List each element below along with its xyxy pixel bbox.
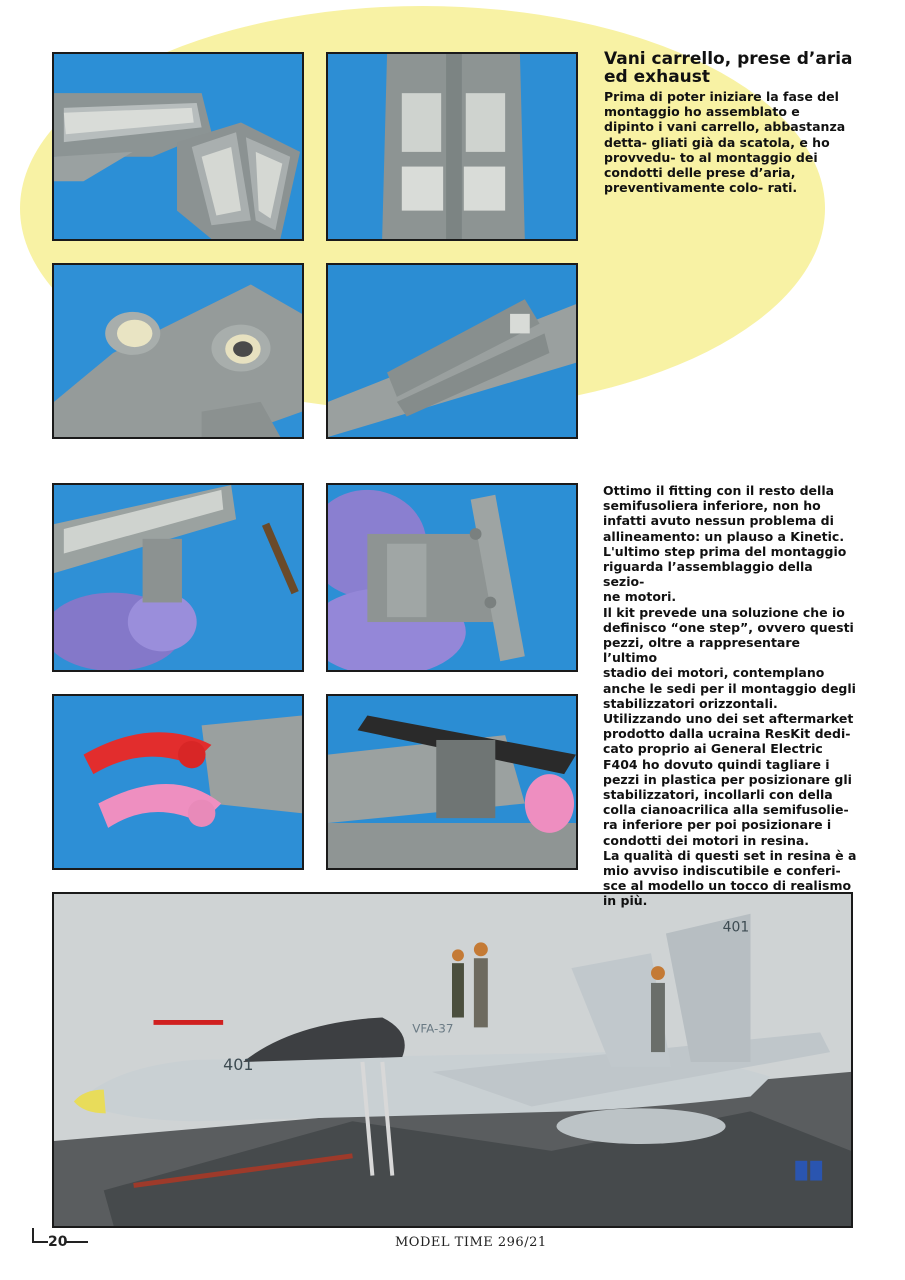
paragraph-intro: Prima di poter iniziare la fase del montaggio ho assemblato e dipinto i vani carrello, abbastanza detta- gliati già da scatola, e ho provvedu- to al montaggio dei condotti delle prese d’aria, preventivamente colo- rati. xyxy=(604,89,846,196)
section-heading: Vani carrello, prese d’aria ed exhaust xyxy=(604,49,853,87)
nose-number: 401 xyxy=(223,1054,254,1074)
text-line: Il kit prevede una soluzione che io xyxy=(603,604,845,620)
squadron-marking: VFA-37 xyxy=(412,1021,454,1036)
text-line: allineamento: un plauso a Kinetic. xyxy=(603,528,845,544)
photo-gear-bays-2 xyxy=(326,52,578,241)
footer-rule-right xyxy=(66,1241,88,1243)
text-line: infatti avuto nessun problema di xyxy=(603,513,834,529)
text-line: La qualità di questi set in resina è a xyxy=(603,847,857,863)
page-number: 20 xyxy=(48,1234,68,1250)
text-line: stabilizzatori, incollarli con della xyxy=(603,787,833,803)
text-line: ra inferiore per poi posizionare i xyxy=(603,817,832,833)
text-line: L'ultimo step prima del montaggio xyxy=(603,543,847,559)
text-line: riguarda l’assemblaggio della sezio- xyxy=(603,559,813,590)
photo-intakes xyxy=(52,263,304,439)
tail-number: 401 xyxy=(722,919,750,936)
text-line: Ottimo il fitting con il resto della xyxy=(603,483,835,498)
photo-clamps-1 xyxy=(52,694,304,870)
text-line: sce al modello un tocco di realismo xyxy=(603,878,852,894)
text-line: colla cianoacrilica alla semifusolie- xyxy=(603,802,849,818)
text-line: semifusoliera inferiore, non ho xyxy=(603,498,821,514)
text-line: prodotto dalla ucraina ResKit dedi- xyxy=(603,726,851,742)
text-line: pezzi, oltre a rappresentare l’ultimo xyxy=(603,635,800,666)
photo-completed-model xyxy=(52,892,853,1228)
text-line: cato proprio ai General Electric xyxy=(603,741,823,757)
text-line: pezzi in plastica per posizionare gli xyxy=(603,771,852,787)
magazine-issue: MODEL TIME 296/21 xyxy=(395,1235,547,1250)
text-line: Utilizzando uno dei set aftermarket xyxy=(603,711,854,727)
text-line: definisco “one step”, ovvero questi xyxy=(603,619,854,635)
photo-fitting-1 xyxy=(52,483,304,672)
footer-rule-left xyxy=(32,1241,48,1243)
paragraph-fitting xyxy=(603,483,857,909)
text-line: stadio dei motori, contemplano xyxy=(603,665,825,681)
text-line: anche le sedi per il montaggio degli xyxy=(603,680,856,696)
photo-clamps-2 xyxy=(326,694,578,870)
photo-intake-ducts xyxy=(326,263,578,439)
text-line: mio avviso indiscutibile e conferi- xyxy=(603,863,841,879)
footer-rule-vertical xyxy=(32,1228,34,1242)
photo-fitting-2 xyxy=(326,483,578,672)
text-line: F404 ho dovuto quindi tagliare i xyxy=(603,756,830,772)
text-line: stabilizzatori orizzontali. xyxy=(603,695,778,711)
text-line: in più. xyxy=(603,893,648,909)
photo-gear-bays-1 xyxy=(52,52,304,241)
text-line: ne motori. xyxy=(603,589,677,605)
text-line: condotti dei motori in resina. xyxy=(603,832,810,848)
